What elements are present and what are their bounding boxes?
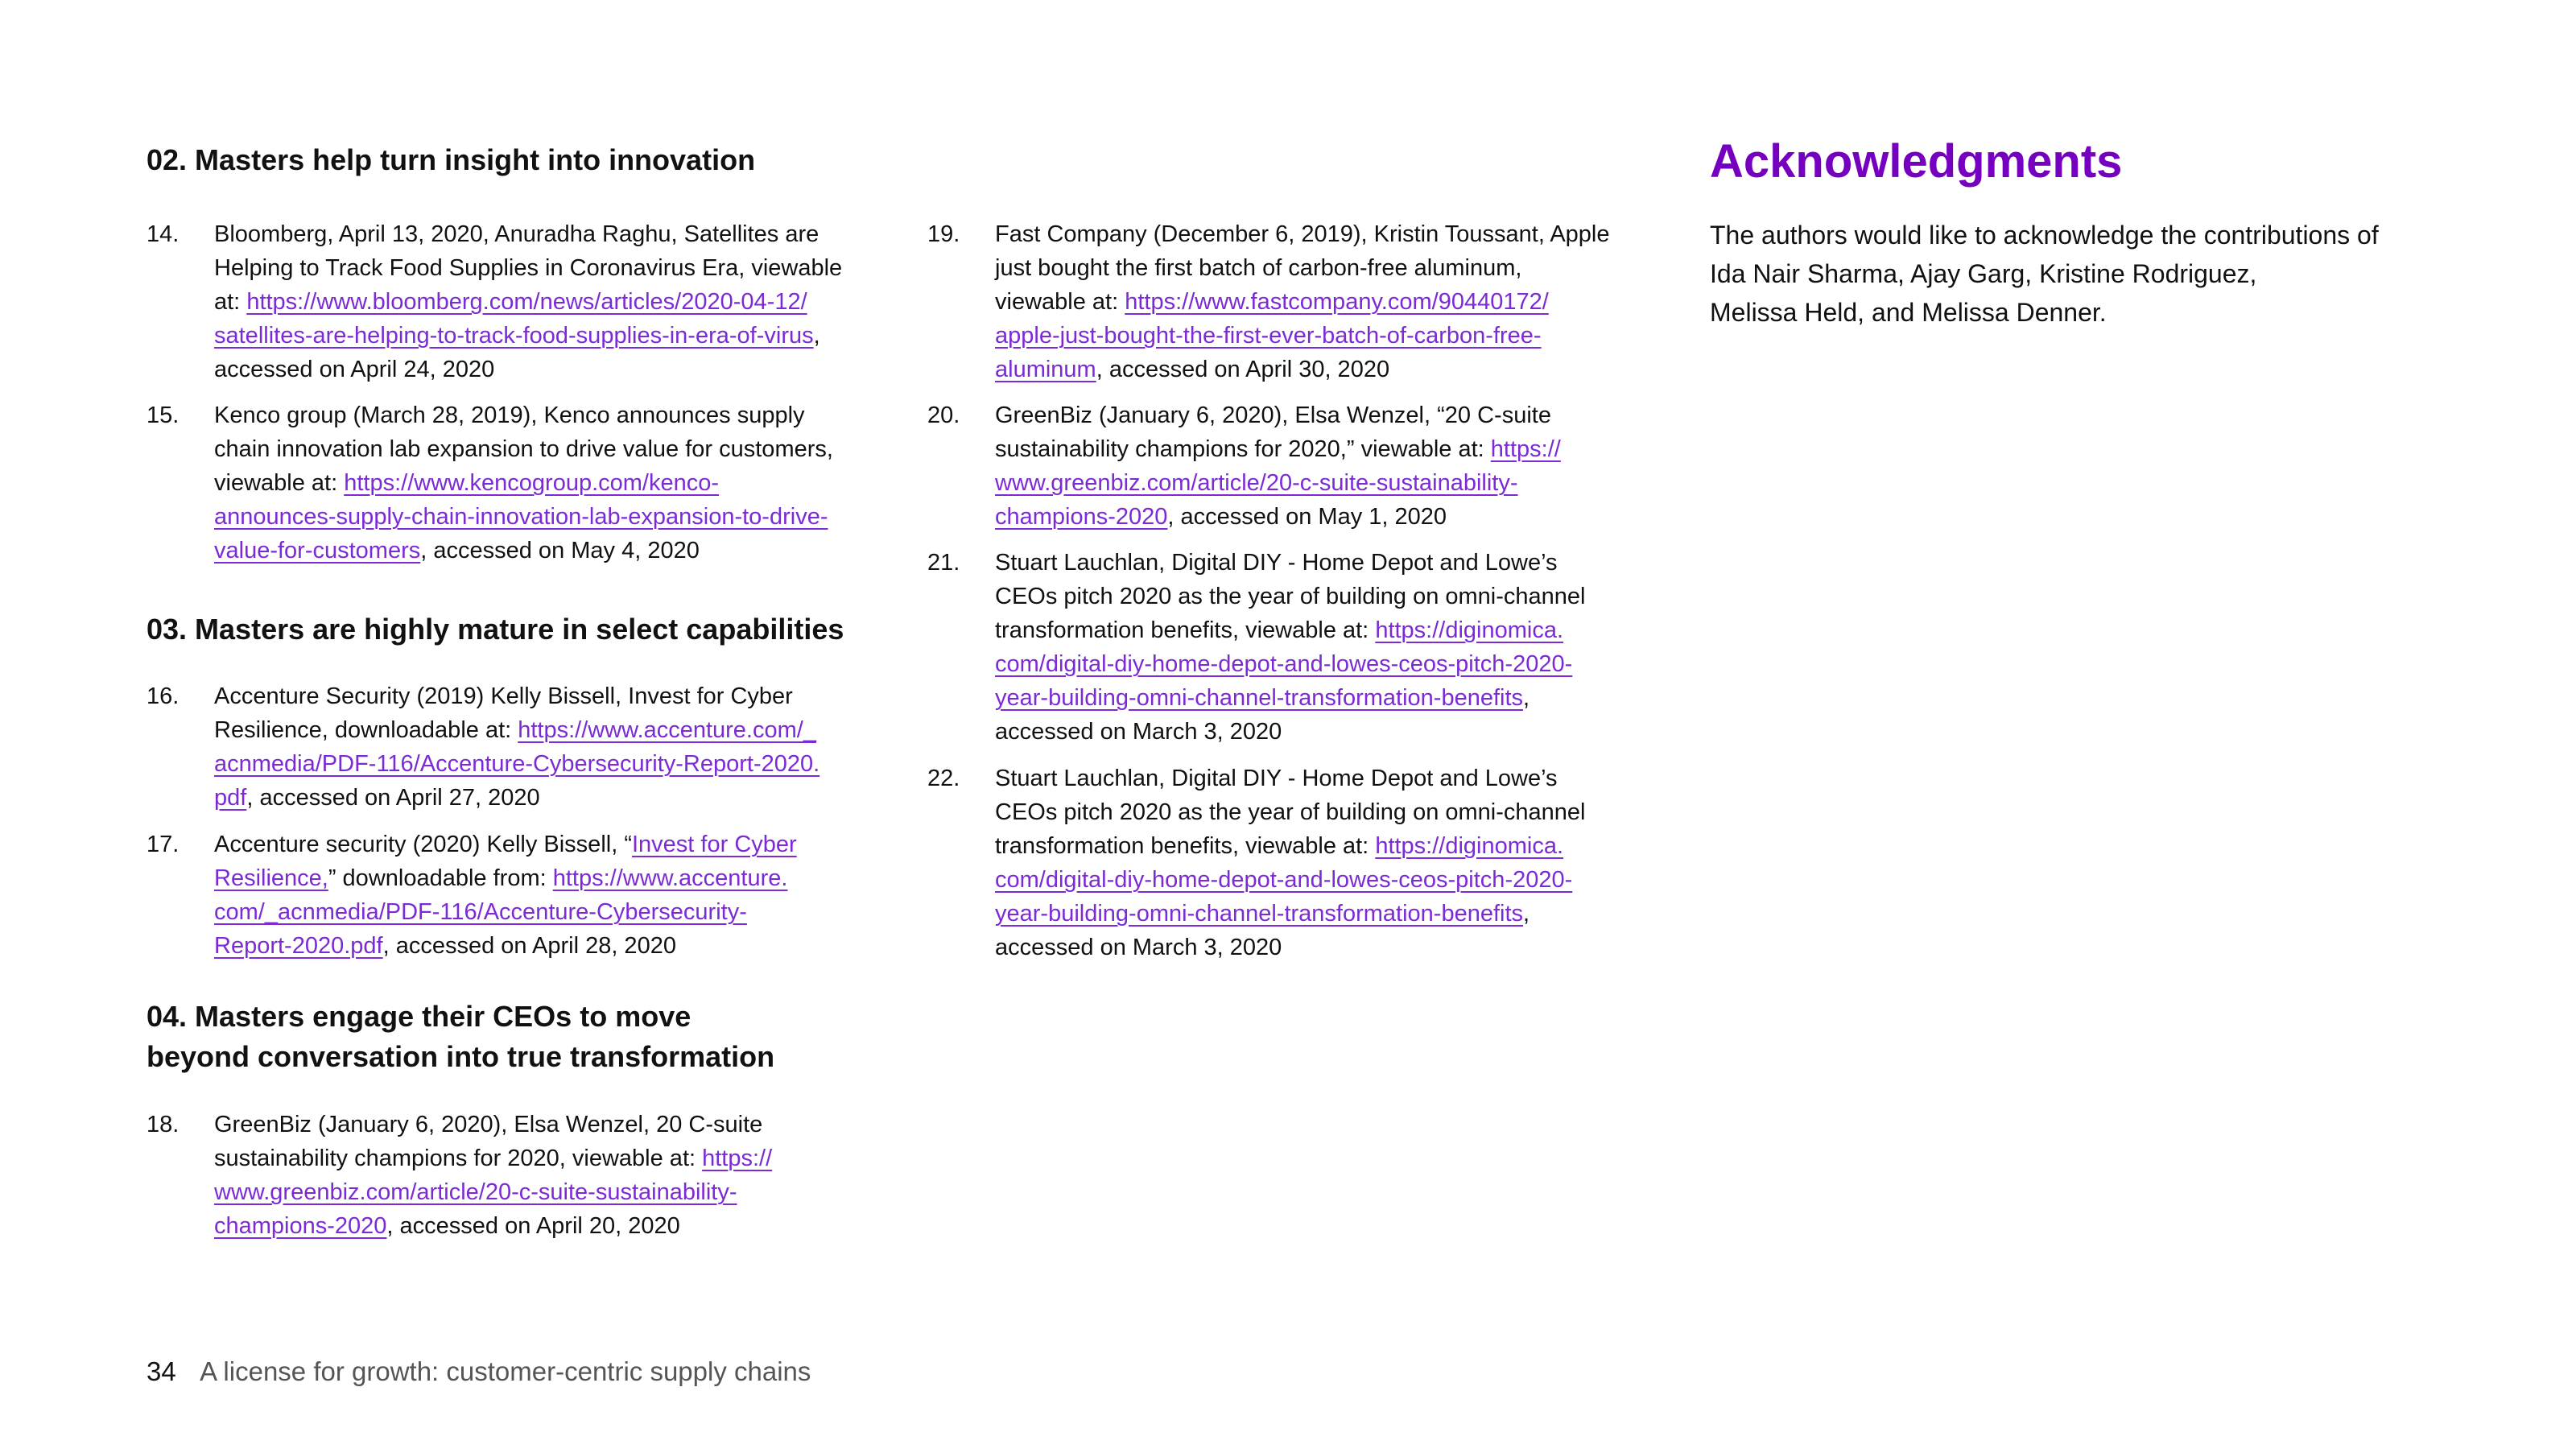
- reference-link[interactable]: https://www.accenture.com/_: [518, 717, 816, 743]
- reference-20: 20. GreenBiz (January 6, 2020), Elsa Wenzel, “20 C-suite sustainability champions for 2020,” viewable at: https:// www.greenbiz.com/article/20-c-suite-sustainability- champions-2020, accessed on May 1, 2020: [927, 398, 1652, 534]
- page-footer: [147, 1354, 811, 1389]
- reference-number: 21.: [927, 550, 960, 576]
- reference-link[interactable]: champions-2020: [214, 1213, 387, 1239]
- reference-link[interactable]: com/digital-diy-home-depot-and-lowes-ceos-pitch-2020-: [995, 651, 1573, 677]
- reference-link[interactable]: Resilience,: [214, 865, 328, 891]
- reference-link[interactable]: satellites-are-helping-to-track-food-supplies-in-era-of-virus: [214, 323, 814, 349]
- reference-link[interactable]: https://diginomica.: [1375, 617, 1564, 643]
- reference-link[interactable]: https://: [702, 1146, 773, 1171]
- reference-15: 15. Kenco group (March 28, 2019), Kenco announces supply chain innovation lab expansion to drive value for customers, viewable at: https://www.kencogroup.com/kenco- announces-supply-chain-innovation-lab-expansion-to-drive- value-for-customers, accessed on May 4, 2020: [147, 398, 887, 568]
- reference-number: 16.: [147, 683, 180, 709]
- reference-link[interactable]: year-building-omni-channel-transformation-benefits: [995, 685, 1524, 711]
- reference-number: 18.: [147, 1112, 180, 1137]
- reference-link[interactable]: https://diginomica.: [1375, 833, 1564, 859]
- reference-number: 17.: [147, 832, 180, 857]
- reference-14: 14. Bloomberg, April 13, 2020, Anuradha Raghu, Satellites are Helping to Track Food Supplies in Coronavirus Era, viewable at: https://www.bloomberg.com/news/articles/2020-04-12/ satellites-are-helping-to-track-food-supplies-in-era-of-virus, accessed on April 24, 2020: [147, 217, 887, 386]
- reference-21: 21. Stuart Lauchlan, Digital DIY - Home Depot and Lowe’s CEOs pitch 2020 as the year of building on omni-channel transformation benefits, viewable at: https://diginomica. com/digital-diy-home-depot-and-lowes-ceos-pitch-2020- year-building-omni-channel-transformation-benefits, accessed on March 3, 2020: [927, 546, 1652, 749]
- reference-link[interactable]: Invest for Cyber: [631, 832, 797, 857]
- reference-link[interactable]: com/digital-diy-home-depot-and-lowes-ceos-pitch-2020-: [995, 867, 1573, 893]
- reference-link[interactable]: value-for-customers: [214, 538, 421, 564]
- page-number: 34: [147, 1356, 176, 1386]
- reference-number: 20.: [927, 402, 960, 428]
- reference-link[interactable]: Report-2020.pdf: [214, 933, 383, 959]
- reference-19: 19. Fast Company (December 6, 2019), Kristin Toussant, Apple just bought the first batch of carbon-free aluminum, viewable at: https://www.fastcompany.com/90440172/ apple-just-bought-the-first-ever-batch-of-carbon-free- aluminum, accessed on April 30, 2020: [927, 217, 1652, 386]
- reference-link[interactable]: https://www.accenture.: [552, 865, 788, 891]
- reference-link[interactable]: year-building-omni-channel-transformation-benefits: [995, 901, 1524, 927]
- reference-link[interactable]: www.greenbiz.com/article/20-c-suite-sustainability-: [995, 470, 1518, 496]
- reference-16: 16. Accenture Security (2019) Kelly Bissell, Invest for Cyber Resilience, downloadable at: https://www.accenture.com/_ acnmedia/PDF-116/Accenture-Cybersecurity-Report-2020. pdf, accessed on April 27, 2020: [147, 679, 887, 815]
- reference-link[interactable]: apple-just-bought-the-first-ever-batch-of-carbon-free-: [995, 323, 1542, 349]
- reference-link[interactable]: acnmedia/PDF-116/Accenture-Cybersecurity-Report-2020.: [214, 751, 820, 777]
- reference-link[interactable]: https://www.kencogroup.com/kenco-: [344, 470, 720, 496]
- reference-18: 18. GreenBiz (January 6, 2020), Elsa Wenzel, 20 C-suite sustainability champions for 2020, viewable at: https:// www.greenbiz.com/article/20-c-suite-sustainability- champions-2020, accessed on April 20, 2020: [147, 1108, 887, 1243]
- reference-number: 22.: [927, 766, 960, 791]
- acknowledgments-title: Acknowledgments: [1710, 135, 2123, 188]
- section-heading-03: 03. Masters are highly mature in select capabilities: [147, 613, 844, 646]
- reference-link[interactable]: champions-2020: [995, 504, 1168, 530]
- document-title: A license for growth: customer-centric supply chains: [200, 1356, 811, 1386]
- reference-link[interactable]: announces-supply-chain-innovation-lab-expansion-to-drive-: [214, 504, 828, 530]
- section-heading-04: 04. Masters engage their CEOs to move beyond conversation into true transformation: [147, 1000, 775, 1073]
- reference-link[interactable]: aluminum: [995, 357, 1096, 382]
- acknowledgments-body: The authors would like to acknowledge the contributions of Ida Nair Sharma, Ajay Garg, Kristine Rodriguez, Melissa Held, and Melissa Denner.: [1710, 221, 2379, 327]
- reference-link[interactable]: https://: [1490, 436, 1561, 462]
- section-heading-02: 02. Masters help turn insight into innovation: [147, 143, 756, 176]
- reference-22: 22. Stuart Lauchlan, Digital DIY - Home Depot and Lowe’s CEOs pitch 2020 as the year of building on omni-channel transformation benefits, viewable at: https://diginomica. com/digital-diy-home-depot-and-lowes-ceos-pitch-2020- year-building-omni-channel-transformation-benefits, accessed on March 3, 2020: [927, 762, 1652, 964]
- reference-link[interactable]: www.greenbiz.com/article/20-c-suite-sustainability-: [214, 1179, 737, 1205]
- reference-link[interactable]: https://www.fastcompany.com/90440172/: [1125, 289, 1549, 315]
- reference-number: 14.: [147, 221, 180, 247]
- reference-number: 19.: [927, 221, 960, 247]
- reference-17: 17. Accenture security (2020) Kelly Bissell, “Invest for Cyber Resilience,” downloadable from: https://www.accenture. com/_acnmedia/PDF-116/Accenture-Cybersecurity- Report-2020.pdf, accessed on April 28, 2020: [147, 828, 887, 963]
- reference-link[interactable]: com/_acnmedia/PDF-116/Accenture-Cybersecurity-: [214, 899, 747, 925]
- reference-link[interactable]: pdf: [214, 785, 247, 811]
- reference-link[interactable]: https://www.bloomberg.com/news/articles/2020-04-12/: [246, 289, 807, 315]
- reference-number: 15.: [147, 402, 180, 428]
